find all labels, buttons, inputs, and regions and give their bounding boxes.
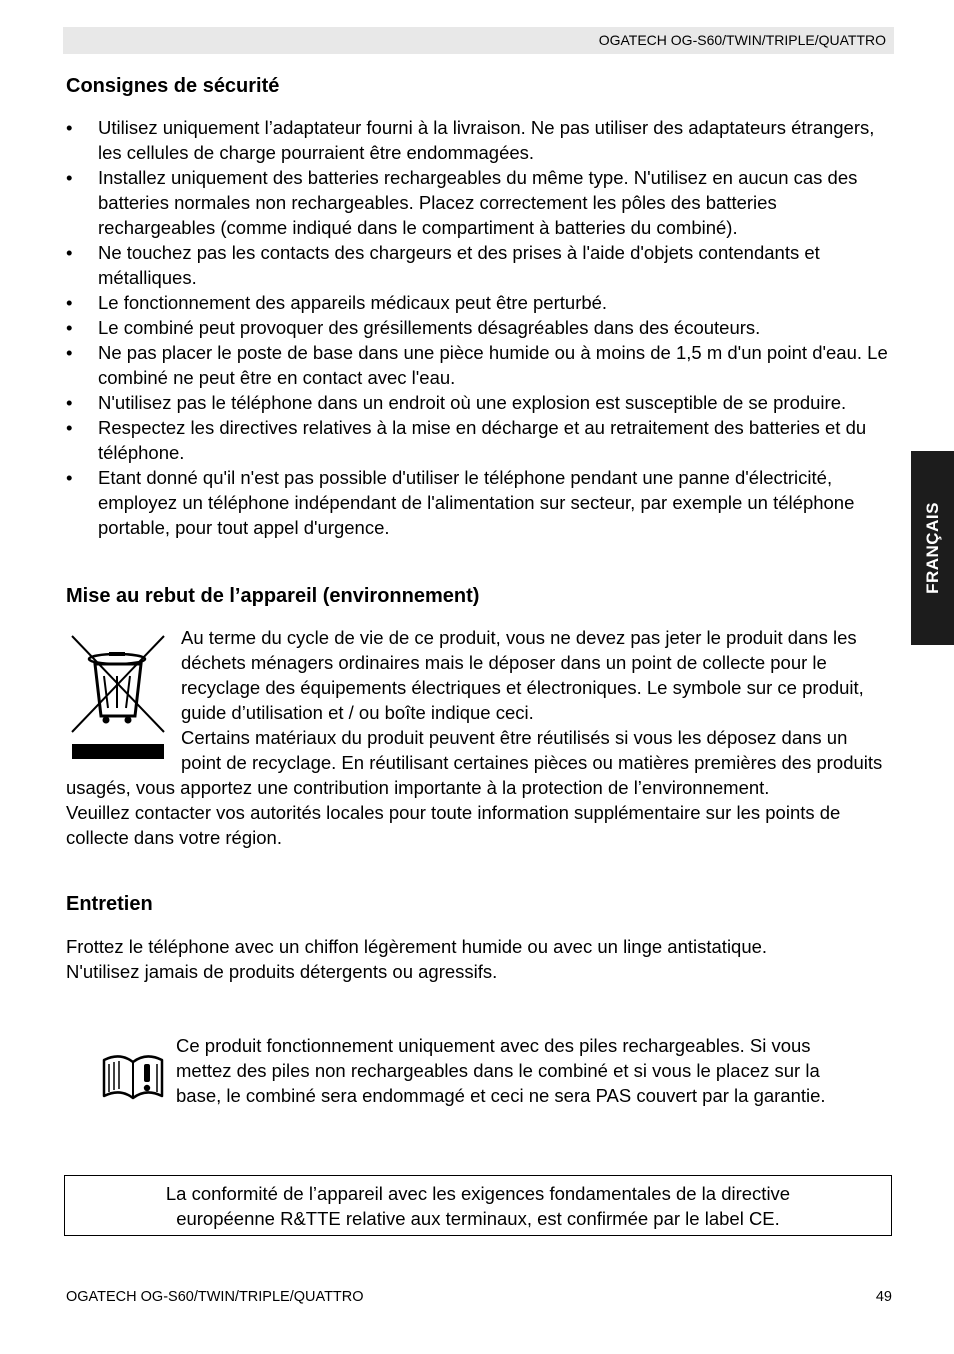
list-item-text: Ne touchez pas les contacts des chargeurs et des prises à l'aide d'objets contendants et métalliques.: [98, 242, 820, 288]
disposal-text: [66, 625, 892, 850]
disposal-heading: Mise au rebut de l’appareil (environnement): [66, 585, 480, 607]
disposal-paragraph: Au terme du cycle de vie de ce produit, vous ne devez pas jeter le produit dans les déchets ménagers ordinaires mais le déposer dans un point de collecte pour le recyclage des équipements électriques et électroniques. Le symbole sur ce produit, guide d’utilisation et / ou boîte indique ceci.: [181, 627, 864, 723]
bullet-icon: •: [66, 117, 73, 138]
list-item-text: Le combiné peut provoquer des grésillements désagréables dans des écouteurs.: [98, 317, 761, 338]
disposal-paragraph: Veuillez contacter vos autorités locales pour toute information supplémentaire sur les points de collecte dans votre région.: [66, 802, 841, 848]
care-text: [66, 934, 892, 984]
bullet-icon: •: [66, 292, 73, 313]
list-item: [66, 390, 896, 415]
warning-book-icon: [100, 1050, 166, 1102]
ce-conformity-box: [64, 1175, 892, 1236]
ce-line: La conformité de l’appareil avec les exigences fondamentales de la directive: [165, 1183, 791, 1204]
list-item: [66, 165, 896, 240]
bullet-icon: •: [66, 467, 73, 488]
list-item-text: Etant donné qu'il n'est pas possible d'utiliser le téléphone pendant une panne d'électricité, employez un téléphone indépendant de l'alimentation sur secteur, par exemple un téléphone portable, pour tout appel d'urgence.: [98, 467, 855, 538]
care-line: N'utilisez jamais de produits détergents ou agressifs.: [66, 961, 498, 982]
list-item: [66, 240, 896, 290]
list-item-text: Le fonctionnement des appareils médicaux peut être perturbé.: [98, 292, 608, 313]
page-header: [63, 27, 894, 54]
safety-heading: Consignes de sécurité: [66, 75, 280, 97]
list-item: [66, 340, 896, 390]
bullet-icon: •: [66, 342, 73, 363]
list-item-text: Utilisez uniquement l’adaptateur fourni à la livraison. Ne pas utiliser des adaptateurs étrangers, les cellules de charge pourraient être endommagées.: [98, 117, 875, 163]
list-item-text: Installez uniquement des batteries rechargeables du même type. N'utilisez en aucun cas des batteries normales non rechargeables. Placez correctement les pôles des batteries rechargeables (comme indiqué dans le compartiment à batteries du combiné).: [98, 167, 858, 238]
bullet-icon: •: [66, 167, 73, 188]
list-item: [66, 465, 896, 540]
list-item-text: Respectez les directives relatives à la mise en décharge et au retraitement des batteries et du téléphone.: [98, 417, 867, 463]
list-item: [66, 115, 896, 165]
language-tab: [911, 451, 954, 645]
notice-text: Ce produit fonctionnement uniquement avec des piles rechargeables. Si vous mettez des piles non rechargeables dans le combiné et si vous le placez sur la base, le combiné sera endommagé et ceci ne sera PAS couvert par la garantie.: [176, 1035, 826, 1106]
safety-list: [66, 115, 896, 540]
header-title: OGATECH OG-S60/TWIN/TRIPLE/QUATTRO: [598, 32, 886, 48]
bullet-icon: •: [66, 392, 73, 413]
care-line: Frottez le téléphone avec un chiffon légèrement humide ou avec un linge antistatique.: [66, 936, 768, 957]
bullet-icon: •: [66, 317, 73, 338]
disposal-paragraph: Certains matériaux du produit peuvent être réutilisés si vous les déposez dans un point de recyclage. En réutilisant certaines pièces ou matières premières des produits usagés, vous apportez une contribution importante à la protection de l’environnement.: [66, 727, 883, 798]
footer-title: OGATECH OG-S60/TWIN/TRIPLE/QUATTRO: [66, 1289, 364, 1305]
list-item: [66, 315, 896, 340]
list-item: [66, 290, 896, 315]
bullet-icon: •: [66, 242, 73, 263]
care-heading: Entretien: [66, 893, 153, 915]
page-number: 49: [875, 1289, 892, 1305]
language-tab-label: FRANÇAIS: [922, 502, 942, 594]
list-item-text: Ne pas placer le poste de base dans une pièce humide ou à moins de 1,5 m d'un point d'eau. Le combiné ne peut être en contact avec l'eau.: [98, 342, 888, 388]
bullet-icon: •: [66, 417, 73, 438]
ce-line: européenne R&TTE relative aux terminaux, est confirmée par le label CE.: [176, 1208, 780, 1229]
list-item: [66, 415, 896, 465]
list-item-text: N'utilisez pas le téléphone dans un endroit où une explosion est susceptible de se produire.: [98, 392, 847, 413]
